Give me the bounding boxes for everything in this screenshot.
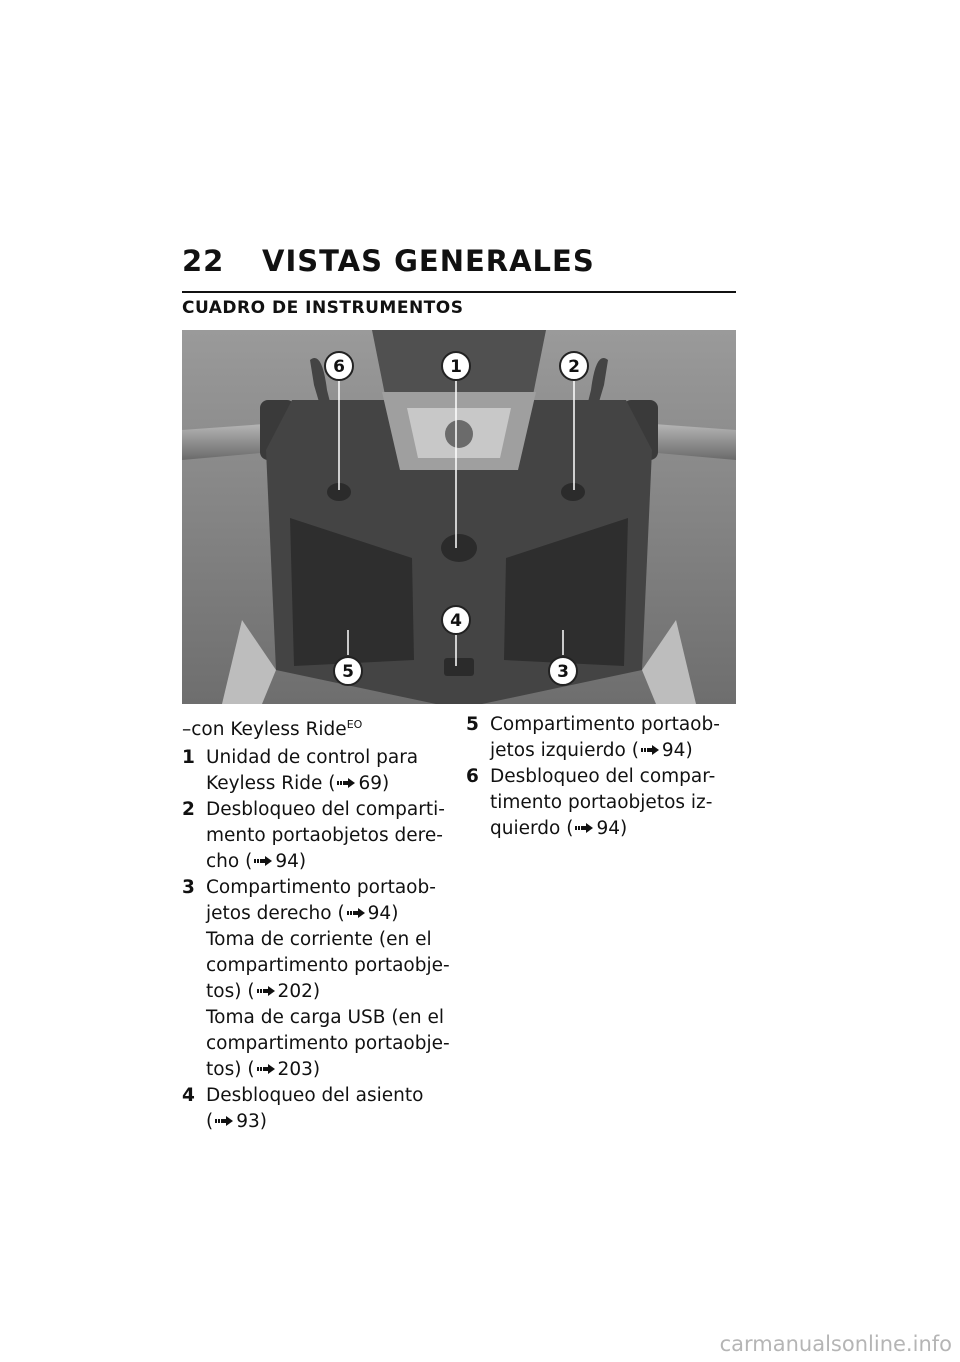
chapter-title: VISTAS GENERALES: [262, 244, 595, 278]
callout-6: 6: [333, 357, 345, 377]
legend-item-2: [182, 797, 452, 875]
item-text: Toma de corriente (en el: [206, 929, 432, 950]
callout-5: 5: [342, 662, 354, 682]
item-number: 3: [182, 877, 195, 898]
page-reference-arrow-icon: [257, 1064, 275, 1074]
page-reference-arrow-icon: [641, 745, 659, 755]
legend-item-1: [182, 745, 452, 797]
condition-superscript: EO: [346, 718, 363, 731]
item-text: jetos izquierdo: [490, 740, 626, 761]
legend-item-6: [466, 764, 736, 842]
page-reference-arrow-icon: [254, 856, 272, 866]
legend-item-5: [466, 712, 736, 764]
page-reference-number: 94): [661, 740, 693, 761]
item-text: Compartimento portaob-: [206, 877, 436, 898]
item-text: Keyless Ride: [206, 773, 323, 794]
item-number: 5: [466, 714, 479, 735]
page-reference-arrow-icon: [257, 986, 275, 996]
page-number: 22: [182, 244, 225, 278]
callout-3: 3: [557, 662, 569, 682]
page-reference-number: 93): [236, 1111, 267, 1132]
page-reference-number: 203): [277, 1059, 321, 1080]
page-reference-arrow-icon: [575, 823, 593, 833]
legend-item-3: [182, 875, 452, 1083]
item-text: Desbloqueo del asiento: [206, 1085, 424, 1106]
page-reference[interactable]: ( 94): [337, 903, 399, 924]
item-text: compartimento portaobje-: [206, 1033, 450, 1054]
item-text: Desbloqueo del comparti-: [206, 799, 445, 820]
page-reference-number: 94): [367, 903, 399, 924]
item-text: jetos derecho: [206, 903, 332, 924]
page-reference-arrow-icon: [215, 1116, 233, 1126]
condition-text: –con Keyless Ride: [182, 719, 347, 740]
equipment-condition: [182, 712, 452, 743]
callout-2: 2: [568, 357, 580, 377]
item-text: Desbloqueo del compar-: [490, 766, 716, 787]
item-text: quierdo: [490, 818, 561, 839]
item-text: cho: [206, 851, 240, 872]
legend-item-4: [182, 1083, 452, 1135]
item-text: mento portaobjetos dere-: [206, 825, 443, 846]
page-reference[interactable]: ( 203): [247, 1059, 321, 1080]
item-text: Compartimento portaob-: [490, 714, 720, 735]
item-number: 2: [182, 799, 195, 820]
page-reference[interactable]: ( 69): [328, 773, 390, 794]
page-reference[interactable]: ( 202): [247, 981, 321, 1002]
page-reference[interactable]: ( 94): [245, 851, 307, 872]
item-text: compartimento portaobje-: [206, 955, 450, 976]
callout-1: 1: [450, 357, 462, 377]
page-reference-number: 202): [277, 981, 321, 1002]
item-text: Toma de carga USB (en el: [206, 1007, 445, 1028]
legend-left-column: [182, 712, 452, 1135]
item-number: 1: [182, 747, 195, 768]
page-reference[interactable]: ( 94): [566, 818, 628, 839]
watermark: carmanualsonline.info: [719, 1332, 952, 1356]
page-reference-number: 94): [596, 818, 628, 839]
item-text: tos): [206, 981, 242, 1002]
item-text: Unidad de control para: [206, 747, 419, 768]
page-reference-number: 69): [358, 773, 390, 794]
section-title: CUADRO DE INSTRUMENTOS: [182, 298, 464, 318]
page-reference-number: 94): [275, 851, 307, 872]
item-text: timento portaobjetos iz-: [490, 792, 713, 813]
page-reference-arrow-icon: [347, 908, 365, 918]
header-rule: [182, 291, 736, 293]
callout-4: 4: [450, 611, 462, 631]
page-reference[interactable]: ( 94): [631, 740, 693, 761]
page-reference-arrow-icon: [337, 778, 355, 788]
item-number: 4: [182, 1085, 195, 1106]
page-reference[interactable]: ( 93): [206, 1111, 267, 1132]
legend-right-column: [466, 712, 736, 842]
instrument-panel-figure: [182, 330, 736, 704]
item-number: 6: [466, 766, 479, 787]
item-text: tos): [206, 1059, 242, 1080]
